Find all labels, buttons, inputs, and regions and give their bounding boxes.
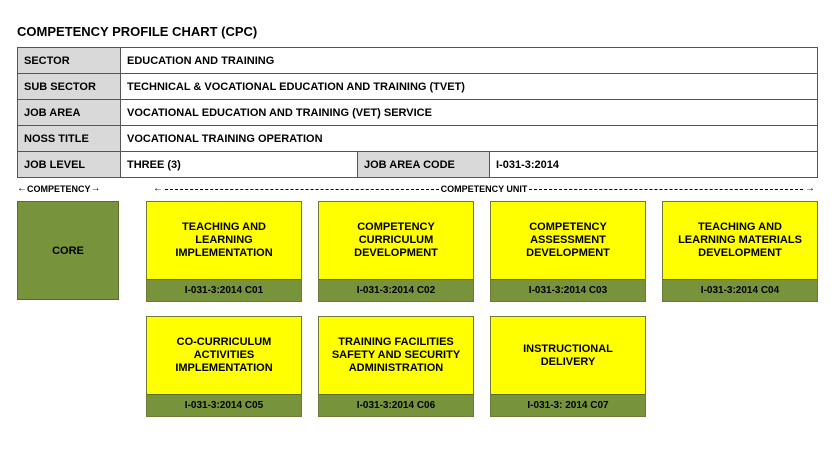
competency-unit-card	[662, 201, 818, 302]
subsector-label: SUB SECTOR	[18, 74, 121, 100]
unit-title: COMPETENCY ASSESSMENT DEVELOPMENT	[491, 202, 645, 279]
sector-label: SECTOR	[18, 48, 121, 74]
unit-title: CO-CURRICULUM ACTIVITIES IMPLEMENTATION	[147, 317, 301, 394]
competency-unit-card	[318, 316, 474, 417]
competency-arrow	[17, 182, 119, 196]
sector-value: EDUCATION AND TRAINING	[121, 48, 818, 74]
subsector-row	[18, 74, 818, 100]
unit-code: I-031-3:2014 C01	[147, 279, 301, 301]
jobarea-row	[18, 100, 818, 126]
unit-code: I-031-3:2014 C04	[663, 279, 817, 301]
competency-unit-card	[146, 201, 302, 302]
dashed-line	[529, 189, 803, 190]
competency-unit-arrow	[153, 182, 815, 196]
left-arrow-icon: ←	[153, 183, 163, 194]
noss-value: VOCATIONAL TRAINING OPERATION	[121, 126, 818, 152]
joblevel-label: JOB LEVEL	[18, 152, 121, 178]
unit-code: I-031-3: 2014 C07	[491, 394, 645, 416]
noss-row	[18, 126, 818, 152]
competency-unit-card	[490, 201, 646, 302]
joblevel-row	[18, 152, 818, 178]
dashed-line	[165, 189, 439, 190]
core-competency-box: CORE	[17, 201, 119, 300]
subsector-value: TECHNICAL & VOCATIONAL EDUCATION AND TRAINING (TVET)	[121, 74, 818, 100]
jobarea-label: JOB AREA	[18, 100, 121, 126]
unit-title: COMPETENCY CURRICULUM DEVELOPMENT	[319, 202, 473, 279]
competency-unit-card	[490, 316, 646, 417]
unit-code: I-031-3:2014 C02	[319, 279, 473, 301]
unit-title: TEACHING AND LEARNING MATERIALS DEVELOPMENT	[663, 202, 817, 279]
unit-title: INSTRUCTIONAL DELIVERY	[491, 317, 645, 394]
jobarea-value: VOCATIONAL EDUCATION AND TRAINING (VET) SERVICE	[121, 100, 818, 126]
unit-title: TRAINING FACILITIES SAFETY AND SECURITY ADMINISTRATION	[319, 317, 473, 394]
jobareacode-value: I-031-3:2014	[490, 152, 818, 178]
unit-code: I-031-3:2014 C03	[491, 279, 645, 301]
competency-arrow-label: COMPETENCY	[27, 184, 91, 194]
unit-title: TEACHING AND LEARNING IMPLEMENTATION	[147, 202, 301, 279]
unit-code: I-031-3:2014 C05	[147, 394, 301, 416]
profile-info-table	[17, 47, 818, 178]
jobareacode-label: JOB AREA CODE	[358, 152, 490, 178]
unit-code: I-031-3:2014 C06	[319, 394, 473, 416]
right-arrow-icon: →	[90, 183, 101, 194]
sector-row	[18, 48, 818, 74]
joblevel-value: THREE (3)	[121, 152, 358, 178]
competency-unit-card	[146, 316, 302, 417]
noss-label: NOSS TITLE	[18, 126, 121, 152]
competency-unit-card	[318, 201, 474, 302]
left-arrow-icon: ←	[17, 183, 27, 194]
competency-unit-arrow-label: COMPETENCY UNIT	[440, 184, 528, 194]
page-title: COMPETENCY PROFILE CHART (CPC)	[17, 24, 258, 39]
right-arrow-icon: →	[805, 183, 815, 194]
